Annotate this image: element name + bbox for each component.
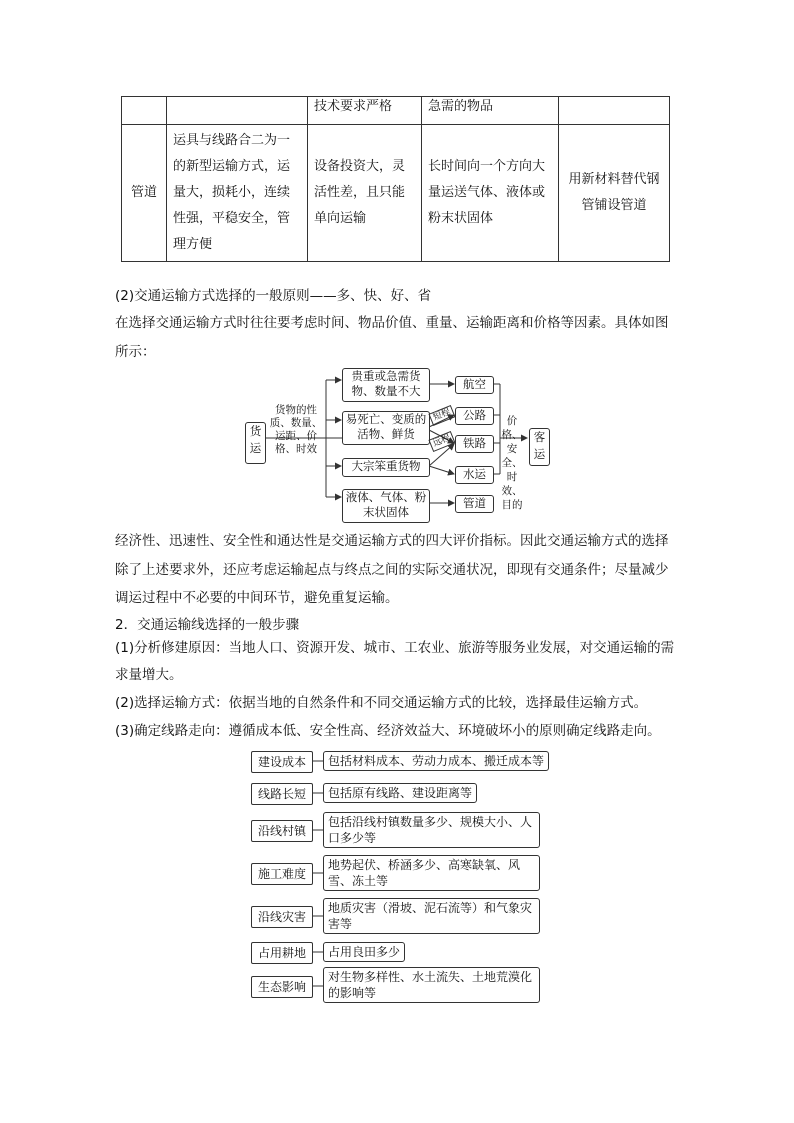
factor-label: 线路长短 <box>251 783 313 805</box>
section2-heading: 2．交通运输线选择的一般步骤 <box>115 617 300 633</box>
long-distance-label: 远程 <box>428 431 455 452</box>
factor-desc: 包括沿线村镇数量多少、规模大小、人口多少等 <box>323 812 540 848</box>
table-cell: 运具与线路合二为一的新型运输方式，运量大，损耗小，连续性强，平稳安全，管理方便 <box>167 125 308 262</box>
table-cell: 长时间向一个方向大量运送气体、液体或粉末状固体 <box>422 125 559 262</box>
table-cell: 管道 <box>122 125 167 262</box>
step1-text: (1)分析修建原因：当地人口、资源开发、城市、工农业、旅游等服务业发展，对交通运输的需求量增大。 <box>115 640 675 683</box>
passenger-factors: 价格、安全、时效、目的 <box>501 415 523 511</box>
mode-box: 铁路 <box>455 435 494 453</box>
mode-box: 公路 <box>455 407 494 425</box>
mode-box: 航空 <box>455 376 494 394</box>
factor-desc: 地势起伏、桥涵多少、高寒缺氧、风雪、冻土等 <box>323 855 540 891</box>
passenger-box: 客运 <box>529 428 550 466</box>
freight-box: 货运 <box>245 422 266 464</box>
table-cell: 用新材料替代钢管铺设管道 <box>559 125 670 262</box>
factor-desc: 占用良田多少 <box>323 942 405 962</box>
factor-desc: 地质灾害（滑坡、泥石流等）和气象灾害等 <box>323 898 540 934</box>
factor-desc: 包括原有线路、建设距离等 <box>323 783 477 803</box>
factor-label: 沿线村镇 <box>251 820 313 842</box>
factor-label: 占用耕地 <box>251 942 313 964</box>
step3-text: (3)确定线路走向：遵循成本低、安全性高、经济效益大、环境破坏小的原则确定线路走向。 <box>115 723 661 739</box>
table-cell: 急需的物品 <box>422 97 559 125</box>
factor-label: 施工难度 <box>251 863 313 885</box>
short-distance-label: 短程 <box>428 405 455 426</box>
factor-label: 生态影响 <box>251 976 313 998</box>
factor-label: 沿线灾害 <box>251 906 313 928</box>
factor-label: 建设成本 <box>251 751 313 773</box>
factor-desc: 对生物多样性、水土流失、土地荒漠化的影响等 <box>323 967 540 1003</box>
factor-desc: 包括材料成本、劳动力成本、搬迁成本等 <box>323 751 549 771</box>
principle-intro: 在选择交通运输方式时往往要考虑时间、物品价值、重量、运输距离和价格等因素。具体如图所示： <box>115 315 669 360</box>
step2-text: (2)选择运输方式：依据当地的自然条件和不同交通运输方式的比较，选择最佳运输方式。 <box>115 695 648 711</box>
table-cell: 技术要求严格 <box>308 97 422 125</box>
table-cell: 设备投资大，灵活性差，且只能单向运输 <box>308 125 422 262</box>
freight-factors: 货物的性质、数量、运距、价格、时效 <box>269 404 323 455</box>
goods-box: 大宗笨重货物 <box>342 458 430 477</box>
mode-box: 管道 <box>455 495 494 513</box>
mode-box: 水运 <box>455 466 494 484</box>
evaluation-paragraph: 经济性、迅速性、安全性和通达性是交通运输方式的四大评价指标。因此交通运输方式的选择除了上述要求外，还应考虑运输起点与终点之间的实际交通状况，即现有交通条件；尽量减少调运过程中不必要的中间环节，避免重复运输。 <box>115 533 669 606</box>
principle-heading: (2)交通运输方式选择的一般原则——多、快、好、省 <box>115 288 432 304</box>
goods-box: 液体、气体、粉末状固体 <box>342 489 430 523</box>
goods-box: 贵重或急需货物、数量不大 <box>342 368 430 402</box>
goods-box: 易死亡、变质的活物、鲜货 <box>342 411 430 445</box>
